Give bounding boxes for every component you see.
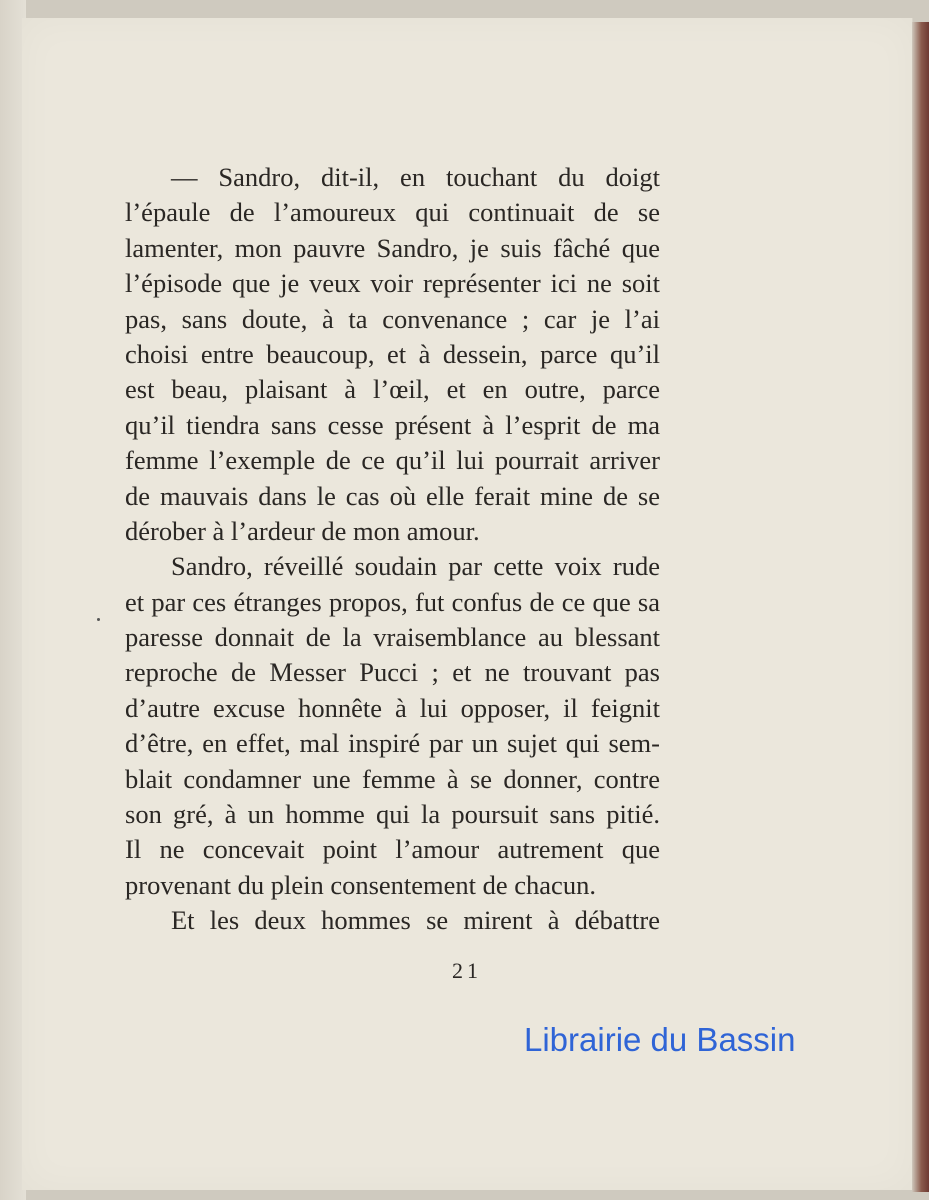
text-line: d’autre excuse honnête à lui opposer, il feignit [125,692,660,723]
text-line: blait condamner une femme à se donner, contre [125,763,660,794]
text-line: choisi entre beaucoup, et à dessein, parce qu’il [125,338,660,369]
text-line: Il ne concevait point l’amour autrement que [125,834,660,865]
text-line: femme l’exemple de ce qu’il lui pourrait arriver [125,445,660,476]
body-text [125,160,660,939]
text-line: l’épisode que je veux voir représenter ici ne soit [125,268,660,299]
ink-speck [97,618,100,621]
text-line: son gré, à un homme qui la poursuit sans pitié. [125,799,660,830]
text-line: d’être, en effet, mal inspiré par un sujet qui sem- [125,728,660,759]
text-line: dérober à l’ardeur de mon amour. [125,515,480,546]
text-line: pas, sans doute, à ta convenance ; car je l’ai [125,303,660,334]
text-line: lamenter, mon pauvre Sandro, je suis fâché que [125,232,660,263]
text-line: qu’il tiendra sans cesse présent à l’esprit de ma [125,409,660,440]
watermark-text: Librairie du Bassin [524,1021,796,1058]
page-number: 21 [452,958,482,983]
text-line: reproche de Messer Pucci ; et ne trouvant pas [125,657,660,688]
text-line: de mauvais dans le cas où elle ferait mine de se [125,480,660,511]
text-line: — Sandro, dit-il, en touchant du doigt [171,162,660,192]
text-line: et par ces étranges propos, fut confus de ce que sa [125,586,660,617]
page-right-edge [912,22,929,1192]
text-line: l’épaule de l’amoureux qui continuait de se [125,197,660,228]
book-page [22,18,912,1190]
text-line: paresse donnait de la vraisemblance au blessant [125,622,660,653]
text-line: Et les deux hommes se mirent à débattre [171,905,660,936]
text-line: provenant du plein consentement de chacun. [125,869,596,900]
text-line: est beau, plaisant à l’œil, et en outre, parce [125,374,660,405]
text-line: Sandro, réveillé soudain par cette voix rude [171,551,660,582]
